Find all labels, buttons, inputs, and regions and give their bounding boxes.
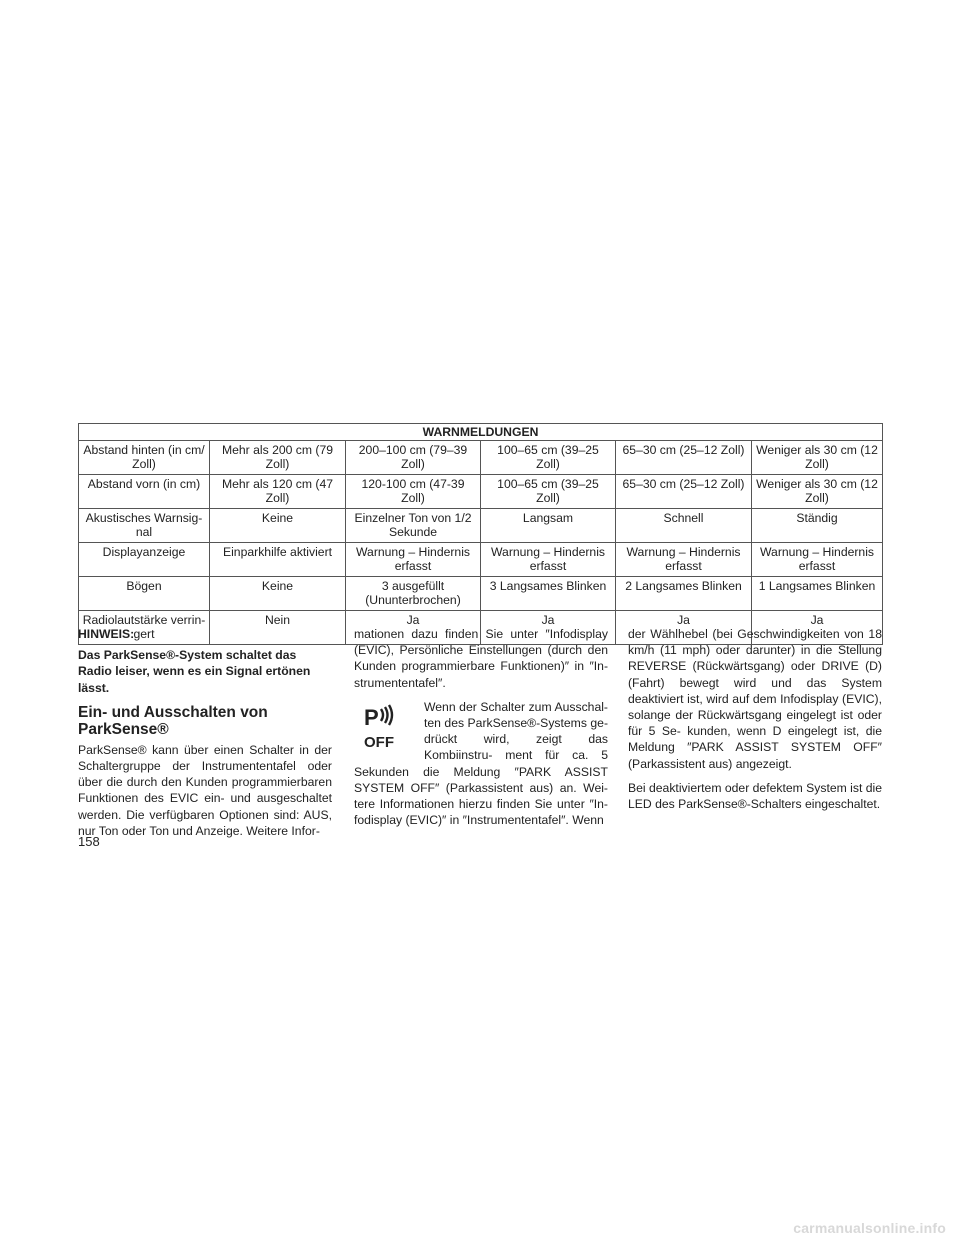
text-column-2: [354, 626, 608, 836]
table-cell: Ja: [616, 611, 752, 645]
section-heading: Ein- und Ausschalten von ParkSense®: [78, 703, 268, 738]
note-text: Das ParkSense®-System schaltet das Radio leiser, wenn es ein Signal ertönen lässt.: [78, 648, 311, 695]
table-cell: Warnung – Hindernis erfasst: [616, 543, 752, 577]
table-cell: Langsam: [481, 509, 616, 543]
row-header: Akustisches Warnsig- nal: [79, 509, 210, 543]
table-cell: 200–100 cm (79–39 Zoll): [346, 441, 481, 475]
table-row: [79, 509, 883, 543]
row-header: Bögen: [79, 577, 210, 611]
table-cell: Keine: [210, 509, 346, 543]
row-header: Abstand hinten (in cm/ Zoll): [79, 441, 210, 475]
table-caption-row: [79, 424, 883, 441]
table-cell: Einzelner Ton von 1/2 Sekunde: [346, 509, 481, 543]
row-header: Radiolautstärke verrin- gert: [79, 611, 210, 645]
table-cell: Mehr als 120 cm (47 Zoll): [210, 475, 346, 509]
table-cell: 3 Langsames Blinken: [481, 577, 616, 611]
table-row: [79, 577, 883, 611]
parksense-letter: P: [364, 704, 379, 730]
watermark: carmanualsonline.info: [793, 1220, 946, 1236]
off-label: OFF: [364, 733, 394, 751]
note-label: HINWEIS:: [78, 627, 135, 641]
table-caption: WARNMELDUNGEN: [79, 424, 883, 441]
warning-table: [78, 423, 883, 645]
text-column-3: [628, 626, 882, 820]
paragraph: Wenn der Schalter zum Ausschal- ten des ParkSense®-Systems ge- drückt wird, zeigt das Kombiinstru- ment für ca. 5 Sekunden die Meldung ″PARK ASSIST SYSTEM OFF″ (Parkassistent aus) an. Wei- tere Informationen hierzu finden Sie unter ″In- fodisplay (EVIC)″ in ″Instrumententafel″. Wenn: [354, 699, 608, 828]
paragraph: mationen dazu finden Sie unter ″Infodisplay (EVIC), Persönliche Einstellungen (durch den Kunden programmierbare Funktionen)″ in ″In- strumententafel″.: [354, 627, 608, 690]
parksense-off-icon-graphic: [354, 701, 412, 753]
table-cell: 2 Langsames Blinken: [616, 577, 752, 611]
table-cell: 65–30 cm (25–12 Zoll): [616, 475, 752, 509]
table-cell: 100–65 cm (39–25 Zoll): [481, 475, 616, 509]
row-header: Abstand vorn (in cm): [79, 475, 210, 509]
table-cell: Mehr als 200 cm (79 Zoll): [210, 441, 346, 475]
table-cell: 120-100 cm (47-39 Zoll): [346, 475, 481, 509]
table-cell: Ja: [752, 611, 883, 645]
table-cell: 1 Langsames Blinken: [752, 577, 883, 611]
paragraph: ParkSense® kann über einen Schalter in der Schaltergruppe der Instrumententafel oder über die durch den Kunden programmierbaren Funktionen des EVIC ein- und ausgeschaltet werden. Die verfügbaren Optionen sind: AUS, nur Ton oder Ton und Anzeige. Weitere Infor-: [78, 742, 332, 838]
paragraph: Bei deaktiviertem oder defektem System ist die LED des ParkSense®-Schalters eingeschaltet.: [628, 780, 883, 812]
table-cell: Ständig: [752, 509, 883, 543]
table-cell: 3 ausgefüllt (Ununterbrochen): [346, 577, 481, 611]
row-header: Displayanzeige: [79, 543, 210, 577]
table-cell: Weniger als 30 cm (12 Zoll): [752, 475, 883, 509]
table-cell: Warnung – Hindernis erfasst: [481, 543, 616, 577]
table-cell: Warnung – Hindernis erfasst: [346, 543, 481, 577]
table-row: [79, 543, 883, 577]
parksense-off-icon: [354, 701, 416, 755]
table-cell: Ja: [481, 611, 616, 645]
table-cell: 65–30 cm (25–12 Zoll): [616, 441, 752, 475]
text-column-1: [78, 626, 332, 847]
table-cell: Weniger als 30 cm (12 Zoll): [752, 441, 883, 475]
table-cell: Einparkhilfe aktiviert: [210, 543, 346, 577]
paragraph: der Wählhebel (bei Geschwindigkeiten von 18 km/h (11 mph) oder darunter) in die Stellung REVERSE (Rückwärtsgang) oder DRIVE (D) (Fahrt) bewegt wird und das System deaktiviert ist, wird auf dem Infodisplay (EVIC), solange der Rückwärtsgang eingelegt ist oder für 5 Se- kunden, wenn D eingelegt ist, die Meldung ″PARK ASSIST SYSTEM OFF″ (Parkassistent aus) angezeigt.: [628, 627, 882, 771]
page-number: 158: [78, 834, 100, 849]
table-cell: 100–65 cm (39–25 Zoll): [481, 441, 616, 475]
table-row: [79, 475, 883, 509]
table-cell: Nein: [210, 611, 346, 645]
table-cell: Ja: [346, 611, 481, 645]
table-cell: Warnung – Hindernis erfasst: [752, 543, 883, 577]
table-cell: Schnell: [616, 509, 752, 543]
table-row: [79, 441, 883, 475]
table-cell: Keine: [210, 577, 346, 611]
